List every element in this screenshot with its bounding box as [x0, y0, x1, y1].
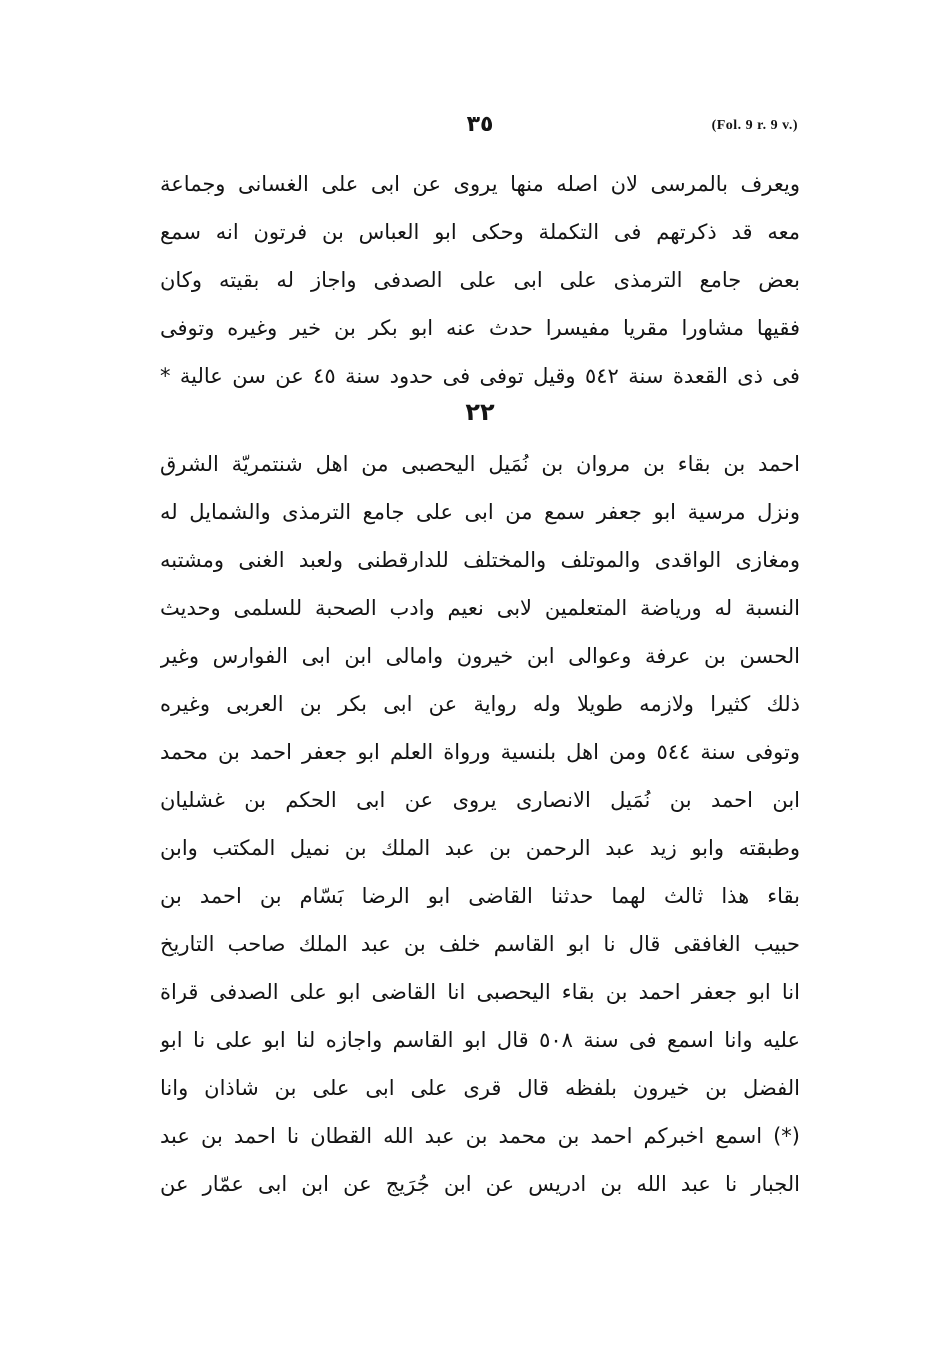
- text-line: ونزل مرسية ابو جعفر سمع من ابى على جامع الترمذى والشمايل له: [160, 500, 800, 524]
- text-line: فقيها مشاورا مقريا مفيسرا حدث عنه ابو بكر بن خير وغيره وتوفى: [160, 316, 800, 340]
- text-line: ذلك كثيرا ولازمه طويلا وله رواية عن ابى بكر بن العربى وغيره: [160, 692, 800, 716]
- text-line: بعض جامع الترمذى على ابى على الصدفى واجاز له بقيته وكان: [160, 268, 800, 292]
- text-line: ومغازى الواقدى والموتلف والمختلف للدارقطنى ولعبد الغنى ومشتبه: [160, 548, 800, 572]
- text-line: احمد بن بقاء بن مروان بن نُمَيل اليحصبى من اهل شنتمريّة الشرق: [160, 452, 800, 476]
- text-line: الفضل بن خيرون بلفظه قال قرى على ابى على بن شاذان وانا: [160, 1076, 800, 1100]
- text-line: الحسن بن عرفة وعوالى ابن خيرون وامالى ابن ابى الفوارس وغير: [160, 644, 800, 668]
- text-line: النسبة له ورياضة المتعلمين لابى نعيم وادب الصحبة للسلمى وحديث: [160, 596, 800, 620]
- text-line: الجبار نا عبد الله بن ادريس عن ابن جُرَيج عن ابن ابى عمّار عن: [160, 1172, 800, 1196]
- text-line: معه قد ذكرتهم فى التكملة وحكى ابو العباس بن فرتون انه سمع: [160, 220, 800, 244]
- entry-number: ٢٢: [465, 398, 495, 426]
- text-line: فى ذى القعدة سنة ٥٤٢ وقيل توفى فى حدود سنة ٤٥ عن سن عالية *: [160, 364, 800, 388]
- paragraph-continuation: [160, 160, 800, 400]
- text-line: ابن احمد بن نُمَيل الانصارى يروى عن ابى الحكم بن غشليان: [160, 788, 800, 812]
- folio-reference: (Fol. 9 r. 9 v.): [711, 118, 798, 133]
- page-number: ٣٥: [466, 112, 494, 137]
- text-line: ويعرف بالمرسى لان اصله منها يروى عن ابى على الغسانى وجماعة: [160, 172, 800, 196]
- paragraph-entry: [160, 440, 800, 1208]
- text-line: وطبقته وابو زيد عبد الرحمن بن عبد الملك بن نميل المكتب وابن: [160, 836, 800, 860]
- text-line: وتوفى سنة ٥٤٤ ومن اهل بلنسية ورواة العلم ابو جعفر احمد بن محمد: [160, 740, 800, 764]
- text-line: (*) اسمع اخبركم احمد بن محمد بن عبد الله القطان نا احمد بن عبد: [160, 1124, 800, 1148]
- text-line: بقاء هذا ثالث لهما حدثنا القاضى ابو الرضا بَسّام بن احمد بن: [160, 884, 800, 908]
- text-line: حبيب الغافقى قال نا ابو القاسم خلف بن عبد الملك صاحب التاريخ: [160, 932, 800, 956]
- text-line: عليه وانا اسمع فى سنة ٥٠٨ قال ابو القاسم واجازه لنا ابو على نا ابو: [160, 1028, 800, 1052]
- text-line: انا ابو جعفر احمد بن بقاء اليحصبى انا القاضى ابو على الصدفى قراة: [160, 980, 800, 1004]
